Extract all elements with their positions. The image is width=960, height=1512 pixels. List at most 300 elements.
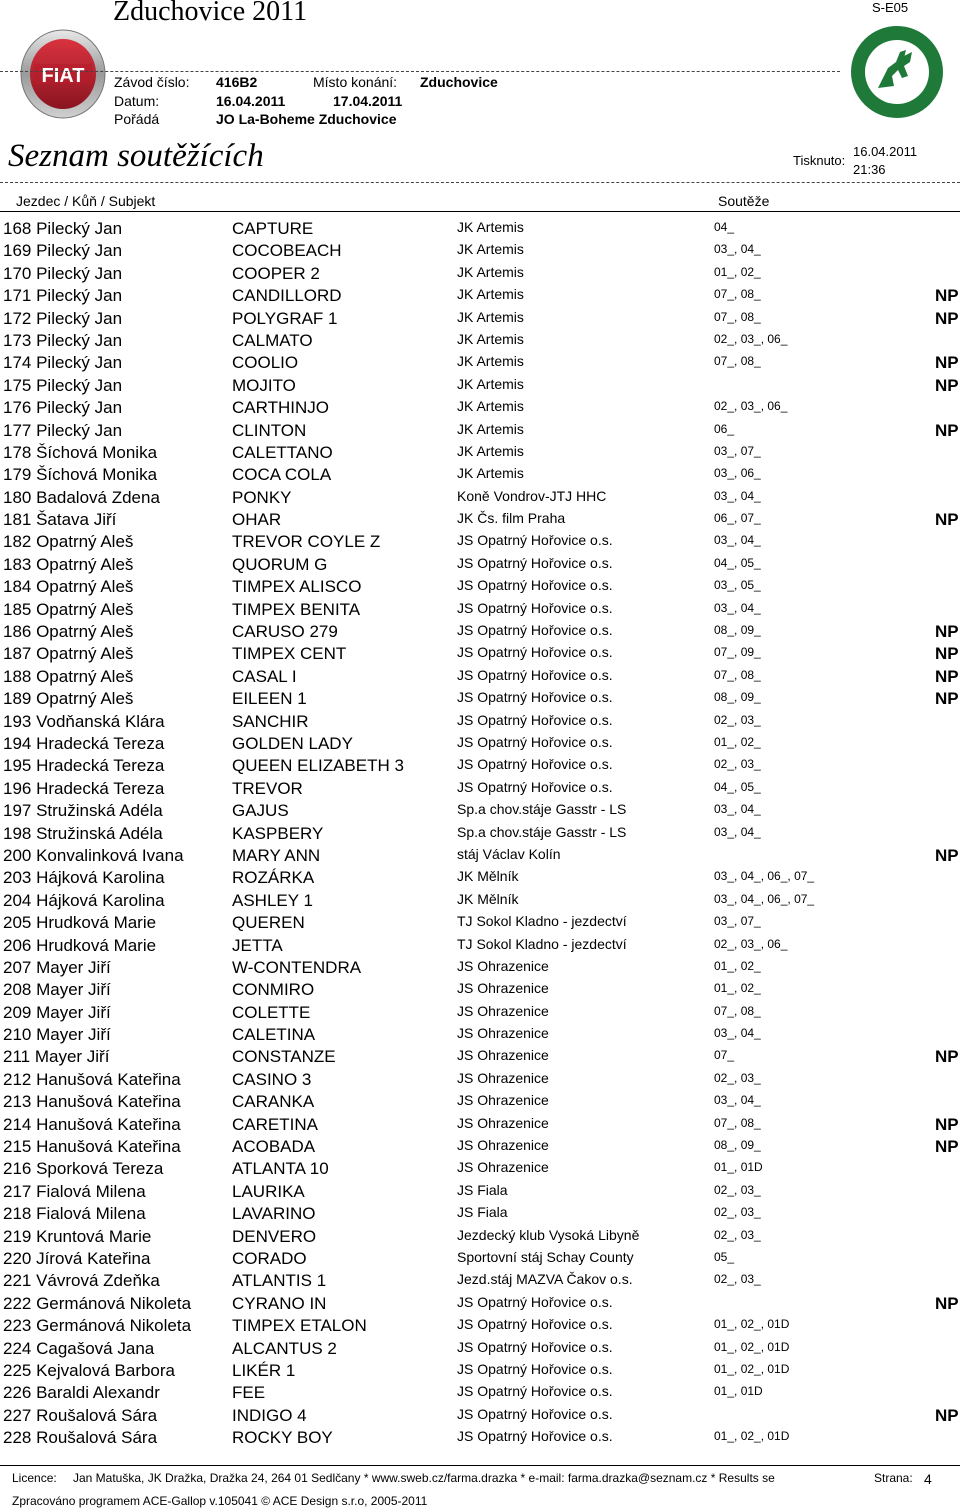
- entry-horse: TREVOR COYLE Z: [232, 532, 381, 552]
- entry-horse: TREVOR: [232, 778, 303, 798]
- list-item: [0, 1068, 960, 1090]
- entry-rider: 187 Opatrný Aleš: [3, 644, 134, 664]
- header-divider: [0, 71, 840, 72]
- entry-horse: CALMATO: [232, 330, 313, 350]
- entry-competitions: 01_, 02_: [714, 958, 761, 973]
- column-header-rider: Jezdec / Kůň / Subjekt: [16, 193, 156, 209]
- list-item: [0, 575, 960, 597]
- entry-horse: COCOBEACH: [232, 241, 342, 261]
- entry-rider: 177 Pilecký Jan: [3, 420, 123, 440]
- entry-competitions: 02_, 03_: [714, 1272, 761, 1287]
- entry-rider: 185 Opatrný Aleš: [3, 599, 134, 619]
- entry-competitions: 01_, 02_: [714, 981, 761, 996]
- list-item: [0, 1269, 960, 1291]
- entry-rider: 209 Mayer Jiří: [3, 1002, 111, 1022]
- list-item: [0, 329, 960, 351]
- entry-horse: TIMPEX BENITA: [232, 599, 361, 619]
- date-from: 16.04.2011: [216, 93, 286, 109]
- entry-competitions: 02_, 03_: [714, 1227, 761, 1242]
- entry-club: JS Fiala: [457, 1181, 508, 1198]
- section-divider: [0, 182, 960, 183]
- entry-competitions: 08_, 09_: [714, 1138, 761, 1153]
- entry-competitions: 08_, 09_: [714, 690, 761, 705]
- entry-club: JS Ohrazenice: [457, 1047, 549, 1064]
- entry-horse: TIMPEX ALISCO: [232, 577, 362, 597]
- entry-competitions: 07_: [714, 1048, 735, 1063]
- entry-rider: 188 Opatrný Aleš: [3, 666, 134, 686]
- list-item: [0, 553, 960, 575]
- entry-rider: 215 Hanušová Kateřina: [3, 1137, 181, 1157]
- entry-horse: DENVERO: [232, 1226, 317, 1246]
- entry-club: JS Opatrný Hořovice o.s.: [457, 1405, 613, 1422]
- entry-club: JS Ohrazenice: [457, 980, 549, 997]
- entry-competitions: 03_, 04_: [714, 1026, 761, 1041]
- jezdecky-areal-logo: [838, 18, 956, 123]
- entry-club: JS Fiala: [457, 1204, 508, 1221]
- entry-competitions: 02_, 03_, 06_: [714, 399, 788, 414]
- printed-date: 16.04.2011: [853, 144, 918, 159]
- page-label: Strana:: [874, 1471, 913, 1485]
- entry-competitions: 01_, 02_, 01D: [714, 1429, 790, 1444]
- list-item: [0, 1247, 960, 1269]
- entry-np-flag: NP: [935, 644, 959, 664]
- list-item: [0, 351, 960, 373]
- entry-horse: JETTA: [232, 935, 283, 955]
- entry-rider: 176 Pilecký Jan: [3, 398, 123, 418]
- entry-competitions: 03_, 04_: [714, 488, 761, 503]
- entry-club: Sp.a chov.stáje Gasstr - LS: [457, 801, 627, 818]
- entry-np-flag: NP: [935, 420, 959, 440]
- entry-competitions: 06_: [714, 421, 735, 436]
- entry-horse: OHAR: [232, 510, 282, 530]
- entry-horse: QUEEN ELIZABETH 3: [232, 756, 404, 776]
- list-item: [0, 1225, 960, 1247]
- page-title: Zduchovice 2011: [113, 0, 308, 27]
- entry-competitions: 07_, 08_: [714, 287, 761, 302]
- entry-club: JS Opatrný Hořovice o.s.: [457, 644, 613, 661]
- entry-club: JS Opatrný Hořovice o.s.: [457, 1316, 613, 1333]
- entry-competitions: 03_, 04_: [714, 824, 761, 839]
- entry-horse: PONKY: [232, 487, 292, 507]
- entry-np-flag: NP: [935, 286, 959, 306]
- entry-club: JK Artemis: [457, 442, 524, 459]
- entry-club: JS Opatrný Hořovice o.s.: [457, 554, 613, 571]
- document-code: S-E05: [872, 0, 909, 15]
- entry-np-flag: NP: [935, 375, 959, 395]
- printed-time: 21:36: [853, 162, 886, 177]
- entry-horse: ACOBADA: [232, 1137, 316, 1157]
- list-item: [0, 665, 960, 687]
- list-item: [0, 307, 960, 329]
- entry-competitions: 03_, 04_, 06_, 07_: [714, 869, 815, 884]
- list-item: [0, 1337, 960, 1359]
- entry-np-flag: NP: [935, 689, 959, 709]
- list-item: [0, 1045, 960, 1067]
- section-title: Seznam soutěžících: [8, 138, 264, 174]
- entry-club: JK Artemis: [457, 219, 524, 235]
- entry-competitions: 06_, 07_: [714, 511, 761, 526]
- list-item: [0, 486, 960, 508]
- entry-competitions: 03_, 04_: [714, 600, 761, 615]
- entry-club: JS Opatrný Hořovice o.s.: [457, 1360, 613, 1377]
- entry-club: JK Artemis: [457, 286, 524, 303]
- entry-competitions: 03_, 04_: [714, 242, 761, 257]
- entry-horse: GAJUS: [232, 801, 289, 821]
- list-item: [0, 1090, 960, 1112]
- entry-horse: FEE: [232, 1383, 266, 1403]
- entry-rider: 216 Sporková Tereza: [3, 1159, 164, 1179]
- entry-rider: 174 Pilecký Jan: [3, 353, 123, 373]
- date-to: 17.04.2011: [333, 93, 403, 109]
- entry-rider: 217 Fialová Milena: [3, 1181, 146, 1201]
- entry-rider: 197 Stružinská Adéla: [3, 801, 163, 821]
- entry-rider: 194 Hradecká Tereza: [3, 733, 165, 753]
- list-item: [0, 217, 960, 239]
- entry-rider: 175 Pilecký Jan: [3, 375, 123, 395]
- entry-club: JK Artemis: [457, 241, 524, 258]
- entry-club: JS Ohrazenice: [457, 957, 549, 974]
- list-item: [0, 262, 960, 284]
- entry-horse: TIMPEX CENT: [232, 644, 347, 664]
- entry-horse: ATLANTIS 1: [232, 1271, 327, 1291]
- entry-horse: CONMIRO: [232, 980, 315, 1000]
- entry-competitions: 03_, 06_: [714, 466, 761, 481]
- entry-rider: 200 Konvalinková Ivana: [3, 845, 184, 865]
- entry-rider: 207 Mayer Jiří: [3, 957, 111, 977]
- entry-club: JK Artemis: [457, 420, 524, 437]
- organizer: JO La-Boheme Zduchovice: [216, 111, 397, 127]
- entry-competitions: 02_, 03_, 06_: [714, 331, 788, 346]
- list-item: [0, 441, 960, 463]
- entry-club: JS Opatrný Hořovice o.s.: [457, 1383, 613, 1400]
- entry-competitions: 07_, 08_: [714, 309, 761, 324]
- entry-club: JS Opatrný Hořovice o.s.: [457, 689, 613, 706]
- entry-rider: 181 Šatava Jiří: [3, 510, 117, 530]
- entry-horse: CARANKA: [232, 1092, 315, 1112]
- entry-club: JK Artemis: [457, 308, 524, 325]
- entries-list: [0, 217, 960, 1448]
- printed-label: Tisknuto:: [793, 153, 846, 168]
- entry-rider: 170 Pilecký Jan: [3, 263, 123, 283]
- entry-competitions: 01_, 02_, 01D: [714, 1339, 790, 1354]
- list-item: [0, 1157, 960, 1179]
- entry-rider: 168 Pilecký Jan: [3, 219, 123, 238]
- entry-rider: 198 Stružinská Adéla: [3, 823, 163, 843]
- list-item: [0, 866, 960, 888]
- entry-rider: 227 Roušalová Sára: [3, 1405, 158, 1425]
- entry-rider: 208 Mayer Jiří: [3, 980, 111, 1000]
- entry-rider: 173 Pilecký Jan: [3, 330, 123, 350]
- entry-club: JS Opatrný Hořovice o.s.: [457, 711, 613, 728]
- entry-competitions: 02_, 03_: [714, 757, 761, 772]
- entry-club: JS Opatrný Hořovice o.s.: [457, 756, 613, 773]
- list-item: [0, 1292, 960, 1314]
- entry-horse: ASHLEY 1: [232, 890, 313, 910]
- entry-horse: COOLIO: [232, 353, 299, 373]
- list-item: [0, 239, 960, 261]
- entry-rider: 184 Opatrný Aleš: [3, 577, 134, 597]
- race-no-label: Závod číslo:: [114, 74, 190, 90]
- entry-competitions: 03_, 04_: [714, 802, 761, 817]
- entry-club: JS Opatrný Hořovice o.s.: [457, 577, 613, 594]
- entry-horse: INDIGO 4: [232, 1405, 307, 1425]
- entry-horse: CARETINA: [232, 1114, 318, 1134]
- entry-competitions: 02_, 03_, 06_: [714, 936, 788, 951]
- entry-club: JS Ohrazenice: [457, 1092, 549, 1109]
- list-item: [0, 710, 960, 732]
- entry-competitions: 07_, 08_: [714, 1115, 761, 1130]
- entry-rider: 211 Mayer Jiří: [3, 1047, 110, 1067]
- entry-club: JS Opatrný Hořovice o.s.: [457, 532, 613, 549]
- entry-club: JS Opatrný Hořovice o.s.: [457, 622, 613, 639]
- column-header-competitions: Soutěže: [718, 193, 770, 209]
- entry-rider: 228 Roušalová Sára: [3, 1428, 158, 1448]
- entry-rider: 225 Kejvalová Barbora: [3, 1360, 176, 1380]
- entry-horse: CONSTANZE: [232, 1047, 336, 1067]
- entry-horse: LAVARINO: [232, 1204, 316, 1224]
- entry-competitions: 01_, 01D: [714, 1384, 763, 1399]
- entry-rider: 204 Hájková Karolina: [3, 890, 165, 910]
- list-item: [0, 1023, 960, 1045]
- entry-horse: TIMPEX ETALON: [232, 1316, 367, 1336]
- entry-horse: GOLDEN LADY: [232, 733, 353, 753]
- svg-text:FIAT: FIAT: [41, 65, 85, 87]
- entry-rider: 203 Hájková Karolina: [3, 868, 165, 888]
- entry-competitions: 02_, 03_: [714, 1182, 761, 1197]
- entry-competitions: 04_, 05_: [714, 779, 761, 794]
- entry-club: JS Ohrazenice: [457, 1002, 549, 1019]
- page-number: 4: [924, 1471, 932, 1487]
- list-item: [0, 1113, 960, 1135]
- entry-competitions: 03_, 07_: [714, 914, 761, 929]
- entry-horse: MARY ANN: [232, 845, 321, 865]
- entry-horse: COOPER 2: [232, 263, 320, 283]
- list-item: [0, 396, 960, 418]
- entry-club: JK Artemis: [457, 465, 524, 482]
- entry-np-flag: NP: [935, 1047, 959, 1067]
- entry-club: JS Opatrný Hořovice o.s.: [457, 778, 613, 795]
- entry-horse: CAPTURE: [232, 219, 314, 238]
- entry-rider: 172 Pilecký Jan: [3, 308, 123, 328]
- entry-horse: MOJITO: [232, 375, 296, 395]
- entry-competitions: 04_: [714, 220, 735, 234]
- list-item: [0, 508, 960, 530]
- entry-competitions: 01_, 02_: [714, 734, 761, 749]
- entry-horse: KASPBERY: [232, 823, 324, 843]
- entry-competitions: 07_, 08_: [714, 1003, 761, 1018]
- entry-horse: EILEEN 1: [232, 689, 307, 709]
- entry-horse: ROZÁRKA: [232, 868, 315, 888]
- list-item: [0, 419, 960, 441]
- entry-rider: 214 Hanušová Kateřina: [3, 1114, 181, 1134]
- license-label: Licence:: [12, 1471, 57, 1485]
- list-item: [0, 687, 960, 709]
- organizer-label: Pořádá: [114, 111, 160, 127]
- license-text: Jan Matuška, JK Dražka, Dražka 24, 264 01 Sedlčany * www.sweb.cz/farma.drazka * e-mail: farma.drazka@seznam.cz * Results se: [73, 1471, 775, 1485]
- entry-rider: 193 Vodňanská Klára: [3, 711, 165, 731]
- entry-competitions: 07_, 09_: [714, 645, 761, 660]
- list-item: [0, 754, 960, 776]
- entry-rider: 180 Badalová Zdena: [3, 487, 160, 507]
- entry-competitions: 03_, 04_, 06_, 07_: [714, 891, 815, 906]
- list-item: [0, 642, 960, 664]
- entry-rider: 206 Hrudková Marie: [3, 935, 157, 955]
- entry-competitions: 01_, 02_, 01D: [714, 1317, 790, 1332]
- entry-horse: LIKÉR 1: [232, 1360, 296, 1380]
- entry-rider: 213 Hanušová Kateřina: [3, 1092, 181, 1112]
- entry-horse: CASINO 3: [232, 1069, 312, 1089]
- entry-np-flag: NP: [935, 845, 959, 865]
- list-item: [0, 463, 960, 485]
- list-item: [0, 284, 960, 306]
- entry-rider: 218 Fialová Milena: [3, 1204, 146, 1224]
- entry-competitions: 03_, 07_: [714, 443, 761, 458]
- list-item: [0, 374, 960, 396]
- table-header-rule: [0, 211, 960, 212]
- entry-horse: CYRANO IN: [232, 1293, 327, 1313]
- entry-club: TJ Sokol Kladno - jezdectví: [457, 935, 627, 952]
- entry-horse: CALETTANO: [232, 442, 333, 462]
- entry-rider: 221 Vávrová Zdeňka: [3, 1271, 160, 1291]
- entry-rider: 169 Pilecký Jan: [3, 241, 123, 261]
- fiat-logo: [18, 22, 108, 122]
- entry-rider: 196 Hradecká Tereza: [3, 778, 165, 798]
- entry-rider: 220 Jírová Kateřina: [3, 1248, 151, 1268]
- entry-np-flag: NP: [935, 1137, 959, 1157]
- entry-club: stáj Václav Kolín: [457, 845, 561, 862]
- entry-horse: ALCANTUS 2: [232, 1338, 337, 1358]
- entry-horse: SANCHIR: [232, 711, 309, 731]
- list-item: [0, 822, 960, 844]
- entry-horse: CLINTON: [232, 420, 307, 440]
- entry-rider: 179 Šíchová Monika: [3, 465, 158, 485]
- entry-competitions: 07_, 08_: [714, 354, 761, 369]
- entry-rider: 205 Hrudková Marie: [3, 913, 157, 933]
- entry-rider: 189 Opatrný Aleš: [3, 689, 134, 709]
- entry-club: JS Opatrný Hořovice o.s.: [457, 1293, 613, 1310]
- entry-club: JS Opatrný Hořovice o.s.: [457, 599, 613, 616]
- list-item: [0, 1180, 960, 1202]
- entry-club: TJ Sokol Kladno - jezdectví: [457, 913, 627, 930]
- race-no: 416B2: [216, 74, 258, 90]
- entry-competitions: 03_, 04_: [714, 1093, 761, 1108]
- entry-competitions: 02_, 03_: [714, 712, 761, 727]
- entry-rider: 186 Opatrný Aleš: [3, 622, 134, 642]
- entry-competitions: 05_: [714, 1249, 735, 1264]
- entry-horse: CARTHINJO: [232, 398, 329, 418]
- list-item: [0, 934, 960, 956]
- entry-club: JS Opatrný Hořovice o.s.: [457, 666, 613, 683]
- entry-club: JS Opatrný Hořovice o.s.: [457, 1338, 613, 1355]
- entry-rider: 210 Mayer Jiří: [3, 1025, 111, 1045]
- list-item: [0, 1314, 960, 1336]
- entry-rider: 224 Cagašová Jana: [3, 1338, 155, 1358]
- entry-rider: 182 Opatrný Aleš: [3, 532, 134, 552]
- list-item: [0, 889, 960, 911]
- list-item: [0, 598, 960, 620]
- entry-horse: ROCKY BOY: [232, 1428, 333, 1448]
- entry-club: JK Mělník: [457, 868, 519, 885]
- list-item: [0, 1359, 960, 1381]
- entry-competitions: 08_, 09_: [714, 623, 761, 638]
- entry-rider: 223 Germánová Nikoleta: [3, 1316, 192, 1336]
- entry-competitions: 04_, 05_: [714, 555, 761, 570]
- entry-horse: CORADO: [232, 1248, 307, 1268]
- entry-competitions: 03_, 04_: [714, 533, 761, 548]
- entry-club: JS Opatrný Hořovice o.s.: [457, 1428, 613, 1445]
- list-item: [0, 620, 960, 642]
- entry-club: JS Ohrazenice: [457, 1137, 549, 1154]
- entry-horse: QUORUM G: [232, 554, 328, 574]
- entry-club: JS Opatrný Hořovice o.s.: [457, 733, 613, 750]
- date-label: Datum:: [114, 93, 160, 109]
- entry-competitions: 02_, 03_: [714, 1205, 761, 1220]
- entry-horse: ATLANTA 10: [232, 1159, 329, 1179]
- software-credit: Zpracováno programem ACE-Gallop v.105041 © ACE Design s.r.o, 2005-2011: [12, 1494, 428, 1508]
- entry-horse: LAURIKA: [232, 1181, 305, 1201]
- footer-divider: [0, 1465, 960, 1466]
- entry-np-flag: NP: [935, 353, 959, 373]
- entry-horse: QUEREN: [232, 913, 305, 933]
- entry-rider: 219 Kruntová Marie: [3, 1226, 152, 1246]
- entry-club: Sp.a chov.stáje Gasstr - LS: [457, 823, 627, 840]
- entry-horse: CANDILLORD: [232, 286, 342, 306]
- list-item: [0, 777, 960, 799]
- entry-horse: POLYGRAF 1: [232, 308, 338, 328]
- entry-np-flag: NP: [935, 666, 959, 686]
- entry-competitions: 07_, 08_: [714, 667, 761, 682]
- entry-club: JS Ohrazenice: [457, 1159, 549, 1176]
- entry-rider: 171 Pilecký Jan: [3, 286, 123, 306]
- list-item: [0, 978, 960, 1000]
- entry-competitions: 03_, 05_: [714, 578, 761, 593]
- entry-horse: W-CONTENDRA: [232, 957, 362, 977]
- venue-label: Místo konání:: [313, 74, 398, 90]
- entry-club: JS Ohrazenice: [457, 1025, 549, 1042]
- entry-rider: 178 Šíchová Monika: [3, 442, 158, 462]
- entry-club: Jezd.stáj MAZVA Čakov o.s.: [457, 1271, 633, 1288]
- list-item: [0, 1404, 960, 1426]
- entry-club: JK Artemis: [457, 263, 524, 280]
- list-item: [0, 1001, 960, 1023]
- entry-np-flag: NP: [935, 1114, 959, 1134]
- list-item: [0, 732, 960, 754]
- entry-rider: 222 Germánová Nikoleta: [3, 1293, 192, 1313]
- entry-np-flag: NP: [935, 308, 959, 328]
- entry-np-flag: NP: [935, 510, 959, 530]
- entry-club: JK Mělník: [457, 890, 519, 907]
- entry-np-flag: NP: [935, 1293, 959, 1313]
- entry-club: Koně Vondrov-JTJ HHC: [457, 487, 607, 504]
- entry-rider: 226 Baraldi Alexandr: [3, 1383, 160, 1403]
- list-item: [0, 1202, 960, 1224]
- entry-competitions: 01_, 02_, 01D: [714, 1361, 790, 1376]
- list-item: [0, 1135, 960, 1157]
- entry-club: JK Artemis: [457, 398, 524, 415]
- entry-competitions: 01_, 02_: [714, 264, 761, 279]
- entry-horse: COCA COLA: [232, 465, 332, 485]
- entry-competitions: 01_, 01D: [714, 1160, 763, 1175]
- entry-club: JK Artemis: [457, 330, 524, 347]
- entry-horse: CARUSO 279: [232, 622, 338, 642]
- entry-competitions: 02_, 03_: [714, 1070, 761, 1085]
- entry-club: JS Ohrazenice: [457, 1069, 549, 1086]
- entry-horse: CASAL I: [232, 666, 297, 686]
- entry-club: JK Artemis: [457, 375, 524, 392]
- list-item: [0, 844, 960, 866]
- entry-rider: 195 Hradecká Tereza: [3, 756, 165, 776]
- entry-rider: 212 Hanušová Kateřina: [3, 1069, 181, 1089]
